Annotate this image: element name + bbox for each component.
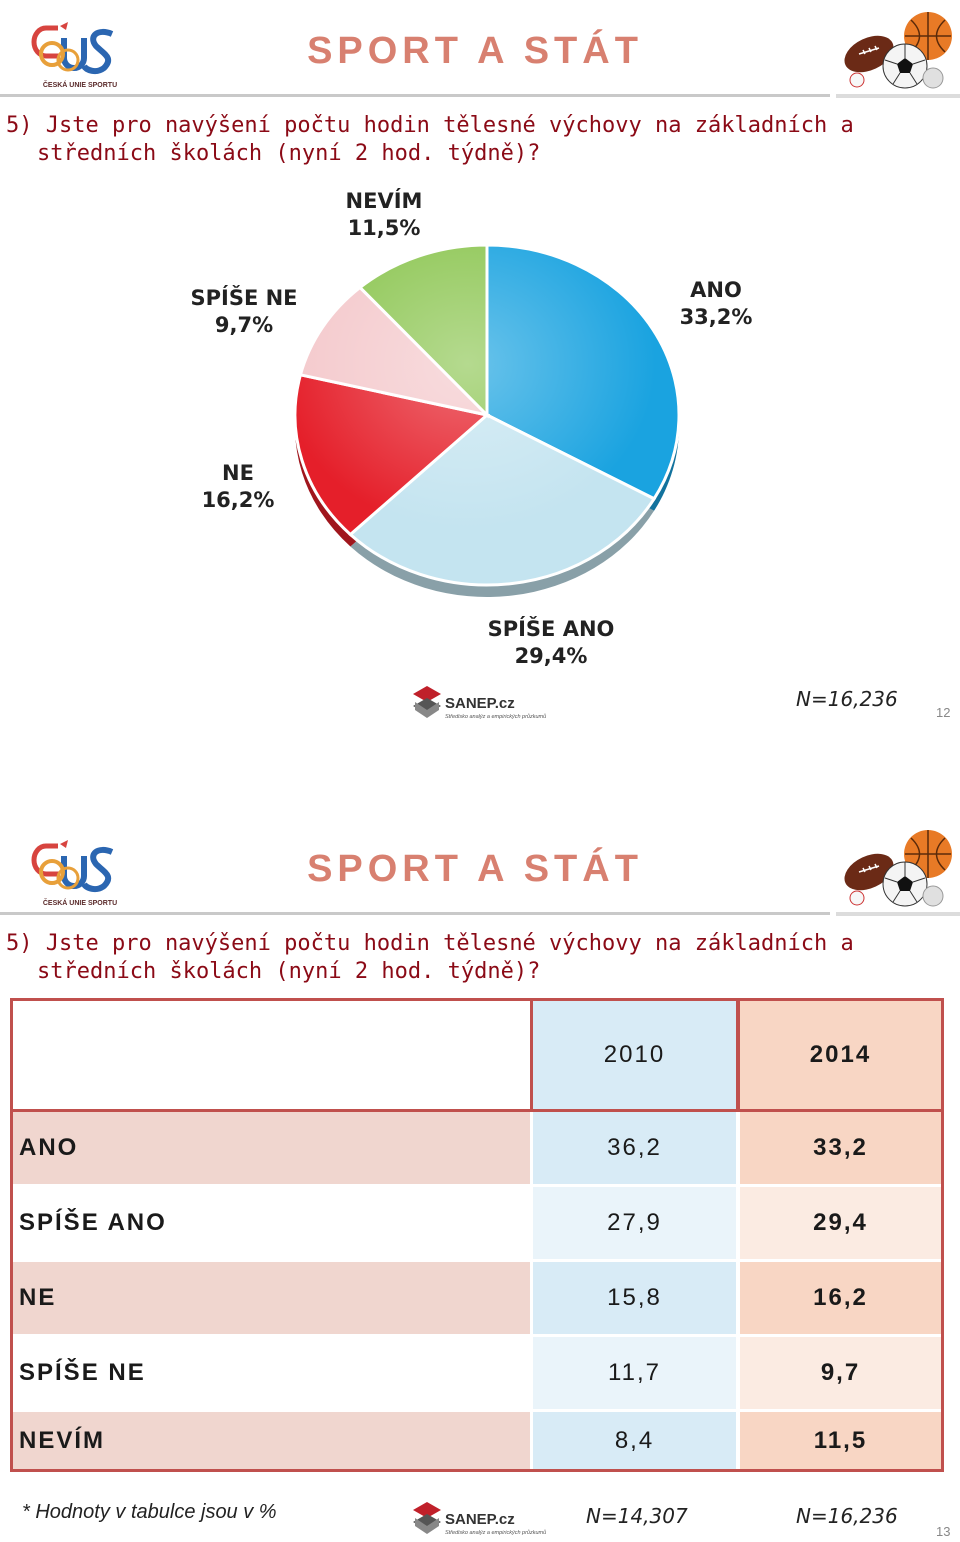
sanep-logo — [405, 1500, 555, 1540]
table-header-empty — [13, 1001, 530, 1109]
pie-label-2: NE — [222, 461, 254, 485]
slide-12 — [0, 0, 960, 740]
sample-size-2014: N=16,236 — [796, 1504, 898, 1528]
header-vrule-2 — [736, 1001, 740, 1112]
pie-value-2: 16,2% — [201, 488, 275, 512]
question-line-1: 5) Jste pro navýšení počtu hodin tělesné výchovy na základních a — [6, 113, 854, 138]
table-row-label: SPÍŠE NE — [13, 1337, 530, 1409]
cus-logo — [30, 838, 130, 910]
cus-logo — [30, 20, 130, 92]
sport-balls-icon — [835, 824, 955, 914]
table-cell-2010: 15,8 — [533, 1262, 736, 1334]
sport-balls-icon — [835, 6, 955, 96]
pie-value-1: 29,4% — [514, 644, 588, 668]
question-line-2: středních školách (nyní 2 hod. týdně)? — [37, 959, 541, 984]
sample-size-2010: N=14,307 — [586, 1504, 688, 1528]
table-cell-2010: 8,4 — [533, 1412, 736, 1469]
pie-label-1: SPÍŠE ANO — [487, 617, 615, 641]
table-cell-2014: 16,2 — [740, 1262, 941, 1334]
table-cell-2014: 33,2 — [740, 1112, 941, 1184]
slide-13 — [0, 818, 960, 1542]
pie-value-4: 11,5% — [347, 216, 421, 240]
header-divider — [0, 94, 830, 97]
table-cell-2014: 9,7 — [740, 1337, 941, 1409]
pie-gloss — [295, 245, 679, 585]
sanep-name: SANEP.cz — [445, 1511, 515, 1528]
header-divider-right — [836, 94, 960, 98]
question-line-2: středních školách (nyní 2 hod. týdně)? — [37, 141, 541, 166]
pie-label-3: SPÍŠE NE — [190, 286, 298, 310]
page-number: 12 — [936, 705, 951, 720]
page-number: 13 — [936, 1524, 951, 1539]
question-line-1: 5) Jste pro navýšení počtu hodin tělesné výchovy na základních a — [6, 931, 854, 956]
sanep-name: SANEP.cz — [445, 695, 515, 712]
pie-label-0: ANO — [690, 278, 742, 302]
sanep-logo — [405, 684, 555, 724]
header-divider-right — [836, 912, 960, 916]
pie-chart — [0, 170, 960, 690]
question-text — [6, 930, 906, 986]
table-cell-2014: 29,4 — [740, 1187, 941, 1259]
table-row-label: ANO — [13, 1112, 530, 1184]
pie-value-3: 9,7% — [214, 313, 274, 337]
table-footnote: * Hodnoty v tabulce jsou v % — [22, 1501, 277, 1523]
table-cell-2010: 27,9 — [533, 1187, 736, 1259]
table-cell-2010: 36,2 — [533, 1112, 736, 1184]
table-row-label: SPÍŠE ANO — [13, 1187, 530, 1259]
sample-size: N=16,236 — [796, 687, 898, 711]
logo-text: ČESKÁ UNIE SPORTU — [42, 900, 118, 907]
slide-title: SPORT A STÁT — [307, 30, 643, 72]
header-divider — [0, 912, 830, 915]
pie-label-4: NEVÍM — [345, 189, 423, 213]
results-table — [10, 998, 944, 1472]
table-cell-2014: 11,5 — [740, 1412, 941, 1469]
sanep-tagline: Středisko analýz a empirických průzkumů — [445, 1530, 547, 1536]
table-header-2010: 2010 — [533, 1001, 736, 1109]
table-header-2014: 2014 — [740, 1001, 941, 1109]
sanep-tagline: Středisko analýz a empirických průzkumů — [445, 714, 547, 720]
logo-text: ČESKÁ UNIE SPORTU — [42, 82, 118, 89]
slide-title: SPORT A STÁT — [307, 848, 643, 890]
header-vrule-1 — [530, 1001, 533, 1112]
pie-value-0: 33,2% — [679, 305, 753, 329]
table-row-label: NE — [13, 1262, 530, 1334]
question-text — [6, 112, 906, 168]
table-row-label: NEVÍM — [13, 1412, 530, 1469]
table-cell-2010: 11,7 — [533, 1337, 736, 1409]
